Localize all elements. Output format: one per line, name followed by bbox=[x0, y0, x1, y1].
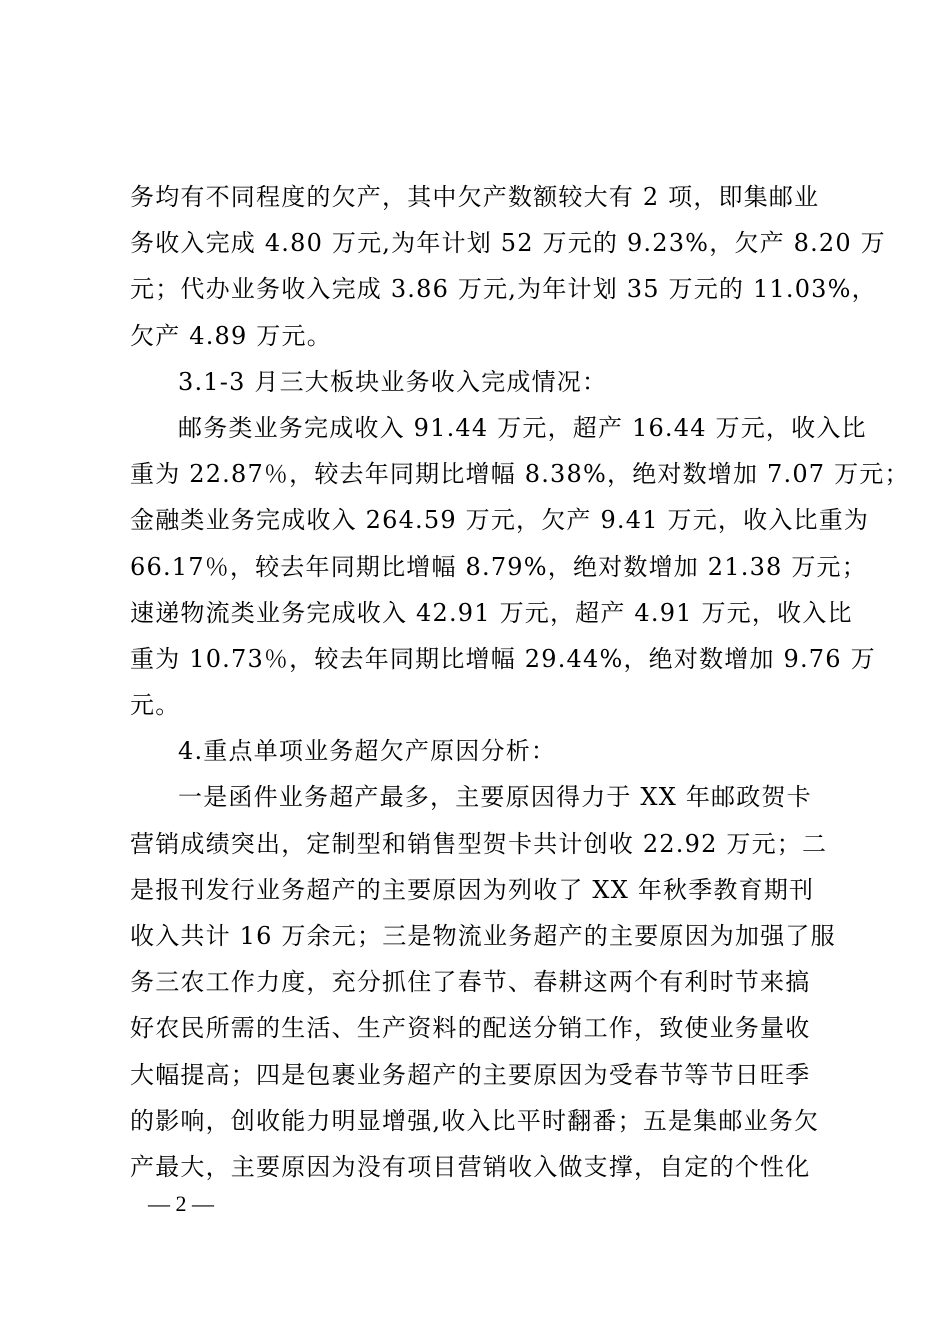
text-line: 邮务类业务完成收入 91.44 万元，超产 16.44 万元，收入比 bbox=[178, 413, 867, 442]
text-line: 欠产 4.89 万元。 bbox=[130, 321, 332, 350]
text-line: 营销成绩突出，定制型和销售型贺卡共计创收 22.92 万元；二 bbox=[130, 829, 828, 858]
text-line: 是报刊发行业务超产的主要原因为列收了 XX 年秋季教育期刊 bbox=[130, 875, 815, 904]
text-line: 务均有不同程度的欠产，其中欠产数额较大有 2 项，即集邮业 bbox=[130, 183, 820, 211]
section-heading: 4.重点单项业务超欠产原因分析： bbox=[178, 737, 557, 766]
text-line: 重为 10.73％，较去年同期比增幅 29.44%，绝对数增加 9.76 万 bbox=[130, 644, 876, 673]
text-line: 速递物流类业务完成收入 42.91 万元，超产 4.91 万元，收入比 bbox=[130, 598, 853, 627]
text-line: 大幅提高；四是包裹业务超产的主要原因为受春节等节日旺季 bbox=[130, 1060, 811, 1089]
text-line: 务收入完成 4.80 万元,为年计划 52 万元的 9.23%，欠产 8.20 万 bbox=[130, 229, 886, 258]
document-body bbox=[130, 174, 910, 1190]
text-line: 元。 bbox=[130, 691, 181, 720]
text-line: 收入共计 16 万余元；三是物流业务超产的主要原因为加强了服 bbox=[130, 922, 836, 950]
text-line: 好农民所需的生活、生产资料的配送分销工作，致使业务量收 bbox=[130, 1014, 811, 1043]
text-line: 重为 22.87％，较去年同期比增幅 8.38%，绝对数增加 7.07 万元； bbox=[130, 460, 910, 489]
section-heading: 3.1-3 月三大板块业务收入完成情况： bbox=[178, 367, 608, 396]
text-line: 产最大，主要原因为没有项目营销收入做支撑，自定的个性化 bbox=[130, 1152, 811, 1181]
text-line: 一是函件业务超产最多，主要原因得力于 XX 年邮政贺卡 bbox=[178, 783, 812, 812]
text-line: 元；代办业务收入完成 3.86 万元,为年计划 35 万元的 11.03%， bbox=[130, 275, 877, 304]
text-line: 金融类业务完成收入 264.59 万元，欠产 9.41 万元，收入比重为 bbox=[130, 506, 870, 535]
text-line: 务三农工作力度，充分抓住了春节、春耕这两个有利时节来搞 bbox=[130, 968, 811, 997]
page-number: — 2 — bbox=[148, 1191, 214, 1216]
text-line: 的影响，创收能力明显增强,收入比平时翻番；五是集邮业务欠 bbox=[130, 1106, 820, 1135]
text-line: 66.17％，较去年同期比增幅 8.79%，绝对数增加 21.38 万元； bbox=[130, 552, 867, 581]
